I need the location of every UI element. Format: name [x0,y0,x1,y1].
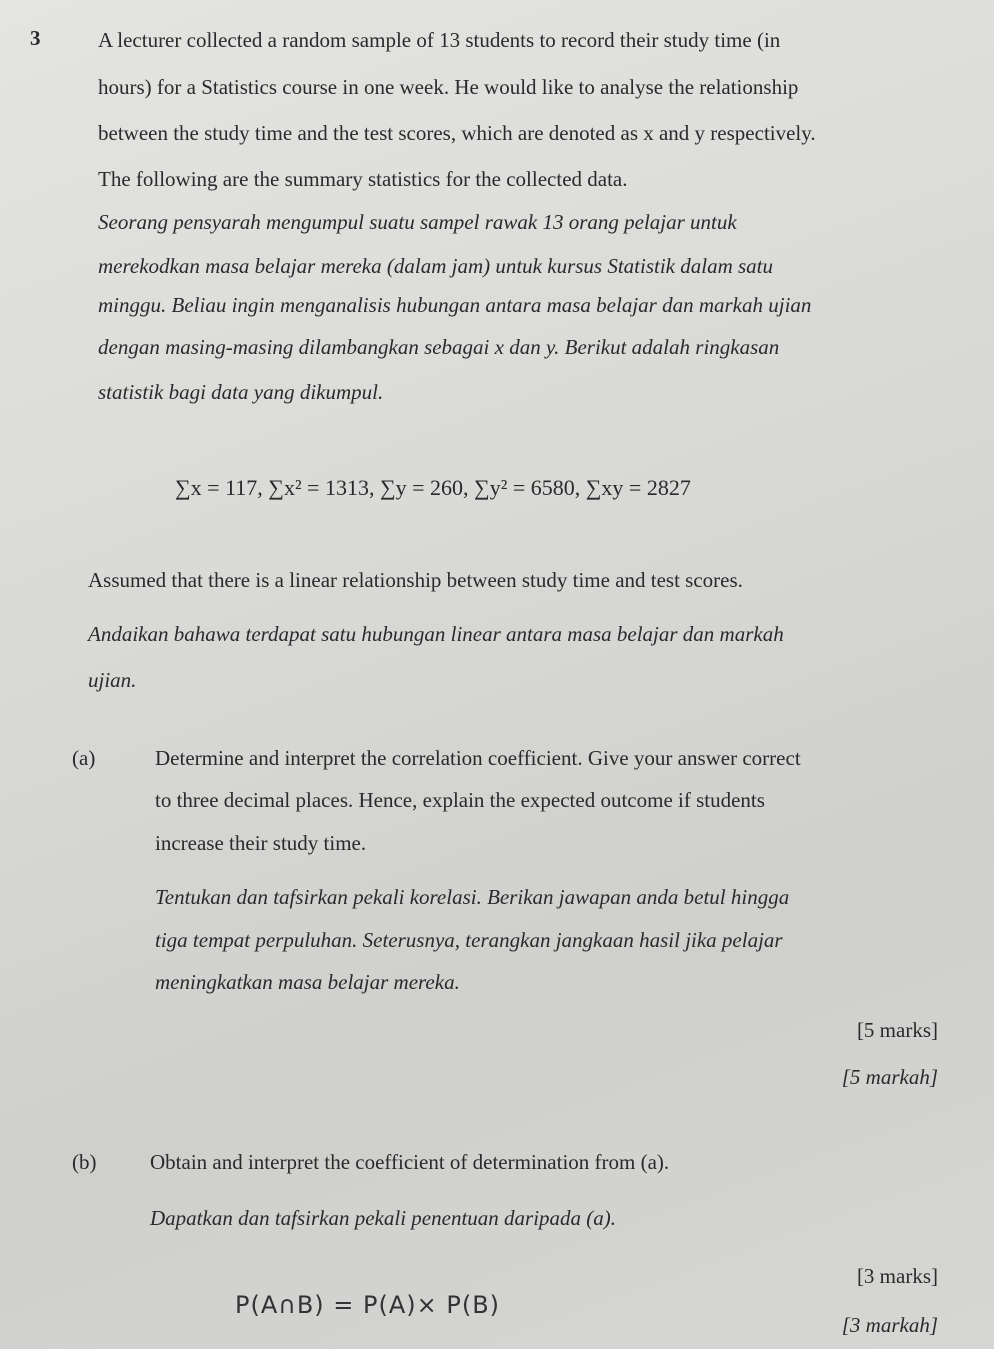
part-a-en-line: to three decimal places. Hence, explain the expected outcome if students [155,788,765,812]
intro-en-line: hours) for a Statistics course in one week. He would like to analyse the relationship [98,75,799,99]
part-b-marks-en: [3 marks] [856,1264,938,1288]
intro-ms-line: dengan masing-masing dilambangkan sebagai x dan y. Berikut adalah ringkasan [98,335,780,359]
part-b-marks-ms: [3 markah] [841,1313,938,1337]
intro-en-line: The following are the summary statistics for the collected data. [98,167,628,191]
part-a-en-line: increase their study time. [155,831,367,855]
intro-en-line: between the study time and the test scores, which are denoted as x and y respectively. [98,121,816,145]
part-b-label: (b) [72,1150,97,1174]
assumption-ms-line: ujian. [88,668,137,692]
part-a-ms-line: meningkatkan masa belajar mereka. [155,970,460,994]
part-a-en-line: Determine and interpret the correlation coefficient. Give your answer correct [155,746,801,770]
intro-ms-line: statistik bagi data yang dikumpul. [98,380,384,404]
intro-ms-line: merekodkan masa belajar mereka (dalam jam) untuk kursus Statistik dalam satu [98,254,774,278]
handwritten-note: P(A∩B) = P(A)× P(B) [235,1291,501,1319]
part-a-ms-line: tiga tempat perpuluhan. Seterusnya, terangkan jangkaan hasil jika pelajar [155,928,783,952]
question-number: 3 [30,26,41,50]
part-a-label: (a) [72,746,96,770]
part-b-ms: Dapatkan dan tafsirkan pekali penentuan daripada (a). [150,1206,617,1230]
part-a-marks-en: [5 marks] [856,1018,938,1042]
part-b-en: Obtain and interpret the coefficient of determination from (a). [150,1150,670,1174]
intro-en-line: A lecturer collected a random sample of 13 students to record their study time (in [98,28,781,52]
assumption-en: Assumed that there is a linear relationship between study time and test scores. [88,568,743,592]
part-a-marks-ms: [5 markah] [841,1065,938,1089]
intro-ms-line: Seorang pensyarah mengumpul suatu sampel rawak 13 orang pelajar untuk [98,210,737,234]
summary-statistics-formula: ∑x = 117, ∑x² = 1313, ∑y = 260, ∑y² = 6580, ∑xy = 2827 [175,475,691,500]
intro-ms-line: minggu. Beliau ingin menganalisis hubungan antara masa belajar dan markah ujian [98,293,812,317]
assumption-ms-line: Andaikan bahawa terdapat satu hubungan linear antara masa belajar dan markah [88,622,784,646]
part-a-ms-line: Tentukan dan tafsirkan pekali korelasi. Berikan jawapan anda betul hingga [155,885,790,909]
